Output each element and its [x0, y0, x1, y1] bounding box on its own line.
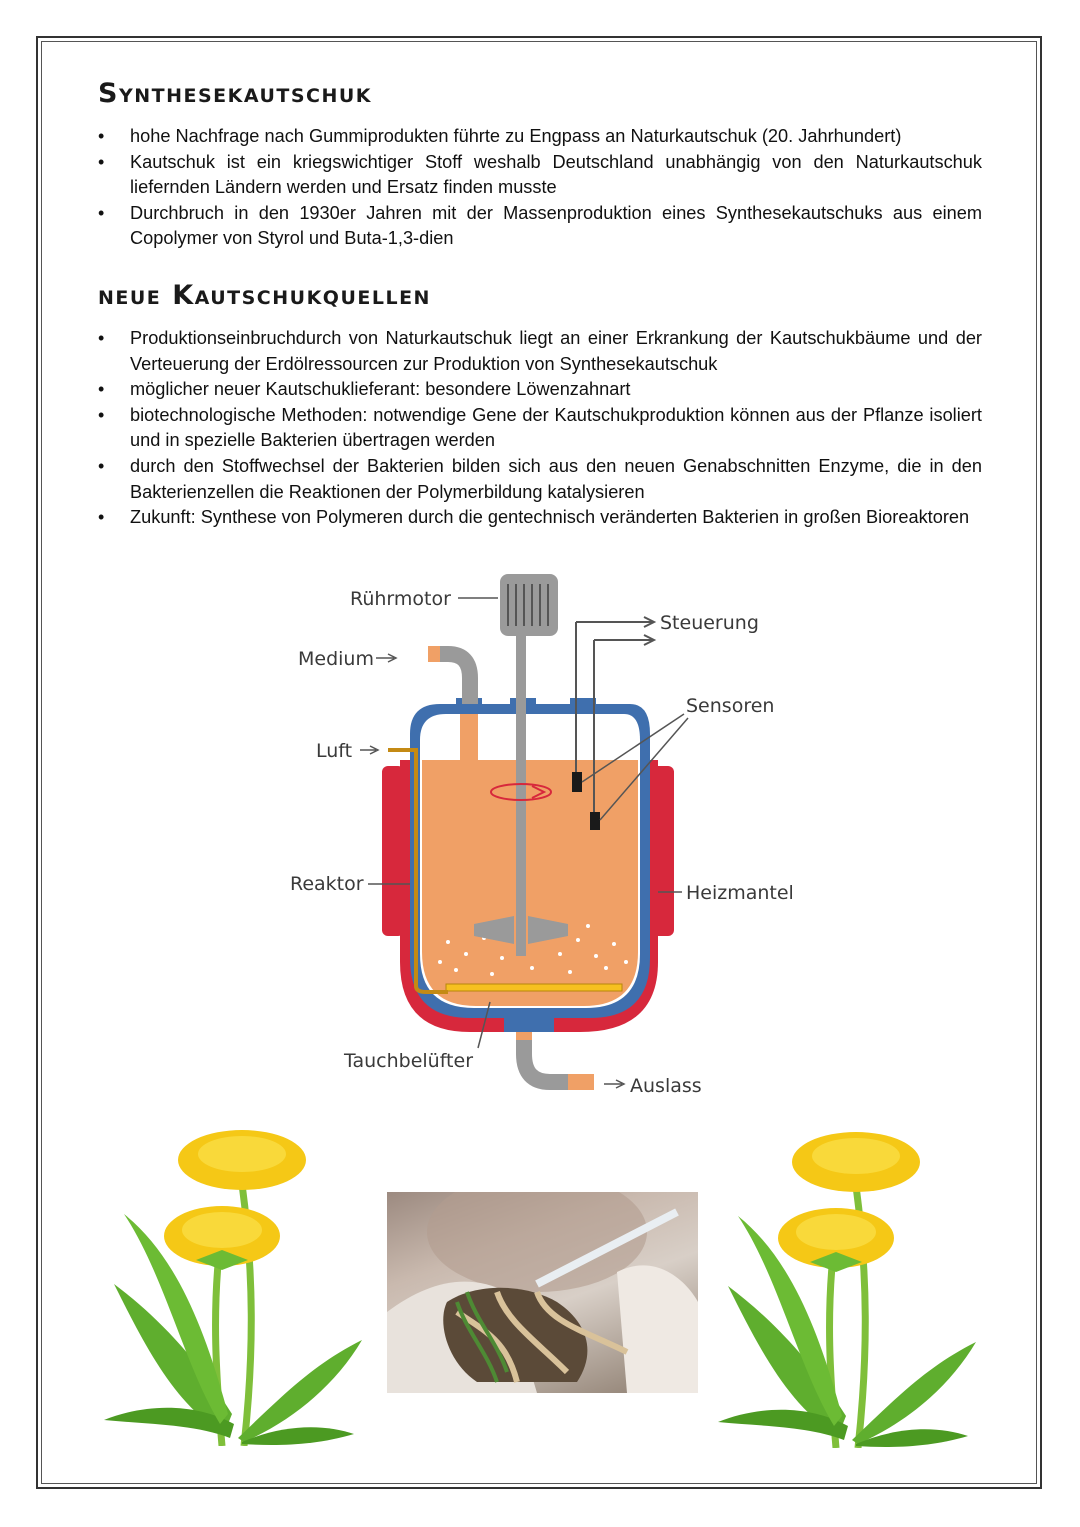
medium-inlet-spout: [460, 714, 478, 762]
flange: [570, 698, 596, 712]
bullet-list-kautschukquellen: [98, 326, 982, 531]
dandelion-illustration-right: [718, 1126, 980, 1448]
leaf: [852, 1342, 976, 1444]
leader-arrow: [360, 746, 378, 754]
section-heading-synthesekautschuk: Synthesekautschuk: [98, 78, 373, 109]
label-medium: Medium: [298, 648, 374, 670]
bioreactor-diagram: [270, 562, 830, 1122]
medium-inlet-nozzle: [428, 646, 440, 662]
list-item: • Zukunft: Synthese von Polymeren durch die gentechnisch veränderten Bakterien in großen Bioreaktoren: [98, 505, 982, 531]
flower-center: [796, 1214, 876, 1250]
list-item: • durch den Stoffwechsel der Bakterien bilden sich aus den neuen Genabschnitten Enzyme, die in den Bakterienzellen die Reaktionen der Polymerbildung katalysieren: [98, 454, 982, 505]
section-heading-kautschukquellen: neue Kautschukquellen: [98, 280, 431, 311]
flower-center: [812, 1138, 900, 1174]
label-luft: Luft: [316, 740, 353, 762]
label-auslass: Auslass: [630, 1075, 702, 1097]
list-item: • hohe Nachfrage nach Gummiprodukten führte zu Engpass an Naturkautschuk (20. Jahrhundert): [98, 124, 982, 150]
outlet-nozzle-top: [516, 1032, 532, 1040]
label-ruehrmotor: Rührmotor: [350, 588, 451, 610]
flower-center: [198, 1136, 286, 1172]
flower-center: [182, 1212, 262, 1248]
list-item: • Durchbruch in den 1930er Jahren mit der Massenproduktion eines Synthesekautschuks aus einem Copolymer von Styrol und Buta-1,3-dien: [98, 201, 982, 252]
label-steuerung: Steuerung: [660, 612, 759, 634]
list-item: • biotechnologische Methoden: notwendige Gene der Kautschukproduktion können aus der Pflanze isoliert und in spezielle Bakterien übertragen werden: [98, 403, 982, 454]
stirrer-shaft: [516, 634, 526, 956]
outlet-nozzle: [568, 1074, 594, 1090]
list-item: • möglicher neuer Kautschuklieferant: besondere Löwenzahnart: [98, 377, 982, 403]
leader-arrow: [376, 654, 396, 662]
label-tauchbeluefter: Tauchbelüfter: [344, 1050, 474, 1072]
glove-right: [617, 1265, 698, 1393]
control-arrow: [576, 617, 654, 627]
leaf: [238, 1340, 362, 1442]
leader-arrow: [604, 1080, 624, 1088]
outlet-flange: [504, 1018, 554, 1032]
sparger-bar: [446, 984, 622, 991]
label-heizmantel: Heizmantel: [686, 882, 794, 904]
photo-dandelion-root-lab: [387, 1192, 698, 1393]
list-item: • Kautschuk ist ein kriegswichtiger Stoff weshalb Deutschland unabhängig von den Naturkautschuk liefernden Ländern werden und Ersatz finden musste: [98, 150, 982, 201]
label-sensoren: Sensoren: [686, 695, 775, 717]
photo-content: [387, 1192, 698, 1393]
dandelion-illustration-left: [104, 1124, 366, 1446]
sensor-probe: [590, 812, 600, 830]
control-arrow: [594, 635, 654, 645]
sensor-probe: [572, 772, 582, 792]
bullet-list-synthesekautschuk: [98, 124, 982, 252]
label-reaktor: Reaktor: [290, 873, 364, 895]
list-item: • Produktionseinbruchdurch von Naturkautschuk liegt an einer Erkrankung der Kautschukbäume und der Verteuerung der Erdölressourcen zur Produktion von Synthesekautschuk: [98, 326, 982, 377]
